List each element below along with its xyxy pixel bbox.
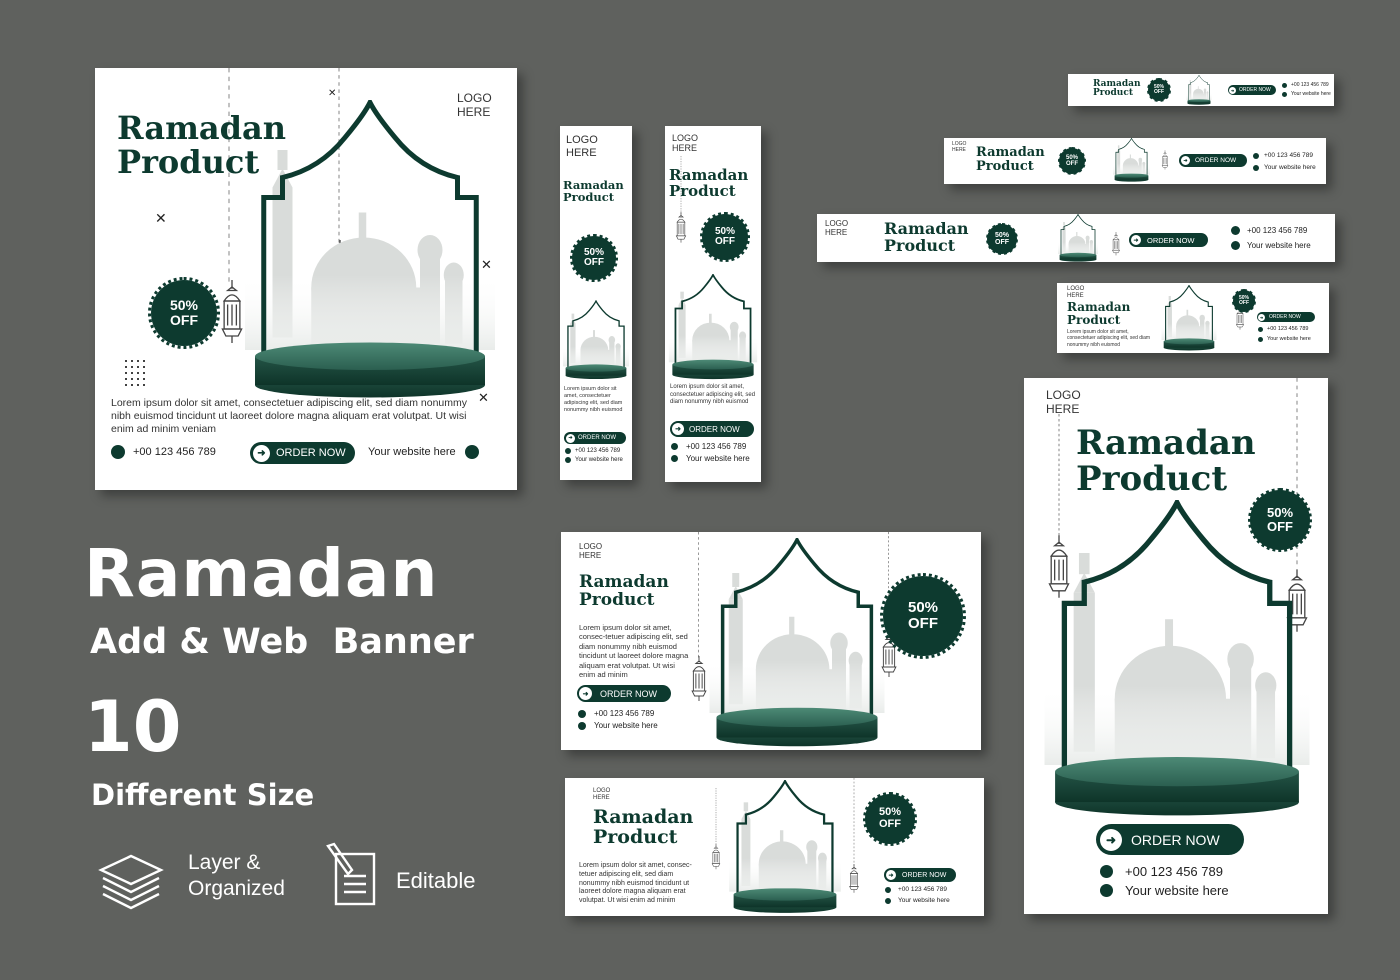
discount-badge: 50% OFF [1233, 290, 1255, 312]
description-text: Lorem ipsum dolor sit amet, consec-tetuer adipiscing elit, sed diam nonummy nibh euismod tincidunt ut laoreet dolore magna aliquam erat volutpat. Ut wisi enim ad minim [579, 623, 689, 679]
discount-badge: 50% OFF [883, 576, 963, 656]
arrow-right-icon: ➜ [253, 445, 270, 462]
banner-title: Ramadan Product [1093, 79, 1141, 99]
phone-contact: +00 123 456 789 [1253, 152, 1313, 159]
website-contact: Your website here [565, 457, 623, 463]
promo-count: 10 [84, 686, 182, 768]
banner-leaderboard-small [1068, 74, 1334, 106]
close-icon: ✕ [481, 257, 492, 272]
banner-title: Ramadan Product [976, 145, 1045, 174]
logo-placeholder: LOGO HERE [566, 134, 598, 159]
mosque-podium-illustration [709, 538, 885, 748]
globe-icon [1282, 92, 1287, 97]
phone-icon [111, 445, 125, 459]
banner-wide-medium [1057, 283, 1329, 353]
phone-contact: +00 123 456 789 [578, 709, 654, 718]
arrow-right-icon: ➜ [1100, 829, 1122, 851]
phone-icon [565, 448, 571, 454]
arrow-right-icon: ➜ [1181, 156, 1190, 165]
banner-title: Ramadan Product [1067, 300, 1131, 327]
promo-title: Ramadan [84, 535, 439, 612]
discount-badge: 50% OFF [572, 236, 616, 280]
order-now-button[interactable]: ➜ ORDER NOW [884, 868, 956, 882]
globe-icon [1231, 241, 1240, 250]
globe-icon [465, 445, 479, 459]
order-now-button[interactable]: ➜ ORDER NOW [577, 685, 671, 702]
website-contact: Your website here [671, 454, 750, 463]
close-icon: ✕ [155, 210, 167, 226]
feature-editable-label: Editable [396, 868, 476, 893]
description-text: Lorem ipsum dolor sit amet, consectetuer adipiscing elit, sed diam nonummy nibh euismod [564, 386, 623, 413]
phone-icon [1253, 153, 1259, 159]
lantern-icon [689, 656, 709, 706]
lantern-icon [1161, 150, 1169, 172]
mosque-podium-illustration [1044, 500, 1310, 818]
website-contact: Your website here [368, 445, 479, 459]
arrow-right-icon: ➜ [579, 687, 592, 700]
phone-contact: +00 123 456 789 [565, 448, 620, 454]
discount-badge: 50% OFF [1250, 490, 1310, 550]
banner-title: Ramadan Product [579, 572, 669, 610]
banner-wide-rectangle [565, 778, 984, 916]
order-now-button[interactable]: ➜ ORDER NOW [1228, 85, 1276, 95]
banner-title: Ramadan Product [563, 178, 624, 205]
chain-decoration [696, 532, 701, 660]
description-text: Lorem ipsum dolor sit amet, consec-tetuer adipiscing elit, sed diam nonummy nibh euismod tincidunt ut laoreet dolore magna aliquam erat volutpat. Ut wisi enim ad minim [579, 862, 692, 904]
logo-placeholder: LOGO HERE [1067, 286, 1085, 299]
mosque-podium-illustration [668, 274, 758, 380]
mosque-podium-illustration [1047, 214, 1109, 262]
banner-skyscraper-wide [665, 126, 761, 482]
phone-icon [578, 710, 586, 718]
mosque-podium-illustration [1104, 138, 1159, 182]
description-text: Lorem ipsum dolor sit amet, consectetuer adipiscing elit, sed diam nonummy nibh euismod [670, 384, 756, 405]
phone-contact: +00 123 456 789 [1282, 82, 1329, 88]
order-now-button[interactable]: ➜ ORDER NOW [1129, 233, 1208, 247]
edit-document-icon [326, 842, 378, 908]
lantern-icon [673, 212, 689, 246]
banner-square [95, 68, 517, 490]
phone-icon [1231, 226, 1240, 235]
website-contact: Your website here [578, 721, 658, 730]
arrow-right-icon: ➜ [672, 423, 684, 435]
banner-portrait [1024, 378, 1328, 914]
website-contact: Your website here [1258, 336, 1311, 342]
banner-large-rectangle [561, 532, 981, 750]
phone-icon [1282, 83, 1287, 88]
phone-contact: +00 123 456 789 [111, 445, 216, 459]
logo-placeholder: LOGO HERE [672, 133, 699, 154]
banner-title: Ramadan Product [884, 219, 969, 255]
banner-title: Ramadan Product [593, 806, 694, 848]
order-now-button[interactable]: ➜ ORDER NOW [564, 432, 626, 444]
phone-icon [1258, 327, 1263, 332]
discount-badge: 50% OFF [702, 214, 748, 260]
arrow-right-icon: ➜ [1230, 87, 1235, 93]
arrow-right-icon: ➜ [566, 434, 575, 443]
description-text: Lorem ipsum dolor sit amet, consectetuer adipiscing elit, sed diam nonummy nibh euismod tincidunt ut laoreet dolore magna aliquam erat volutpat. Ut wisi enim ad minim veniam [111, 397, 467, 436]
arrow-right-icon: ➜ [886, 870, 896, 880]
banner-title: Ramadan Product [1076, 423, 1256, 499]
logo-placeholder: LOGO HERE [952, 141, 967, 153]
globe-icon [885, 898, 891, 904]
phone-contact: +00 123 456 789 [671, 442, 746, 451]
mosque-podium-illustration [563, 300, 629, 380]
mosque-podium-illustration [1179, 75, 1219, 105]
website-contact: Your website here [1100, 883, 1229, 898]
globe-icon [1100, 884, 1113, 897]
banner-skyscraper-narrow [560, 126, 632, 480]
discount-badge: 50% OFF [865, 794, 915, 844]
logo-placeholder: LOGO HERE [457, 91, 492, 119]
description-text: Lorem ipsum dolor sit amet, consectetuer adipiscing elit, sed diam nonummy nibh euismod [1067, 329, 1151, 348]
phone-contact: +00 123 456 789 [885, 886, 947, 893]
close-icon: ✕ [328, 88, 337, 99]
order-now-button[interactable]: ➜ ORDER NOW [1179, 154, 1247, 167]
discount-badge: 50% OFF [987, 224, 1017, 254]
feature-layers-label: Layer & Organized [188, 851, 285, 901]
phone-icon [671, 443, 678, 450]
lantern-icon [1111, 232, 1121, 258]
lantern-icon [217, 280, 247, 350]
banner-title: Ramadan Product [117, 109, 287, 181]
logo-placeholder: LOGO HERE [1046, 388, 1081, 416]
arrow-right-icon: ➜ [1131, 235, 1141, 245]
logo-placeholder: LOGO HERE [593, 788, 611, 801]
globe-icon [565, 457, 571, 463]
order-now-button[interactable]: ➜ ORDER NOW [670, 421, 754, 437]
logo-placeholder: LOGO HERE [579, 542, 603, 561]
discount-badge: 50% OFF [151, 280, 217, 346]
lantern-icon [708, 844, 724, 872]
phone-icon [1100, 865, 1113, 878]
phone-contact: +00 123 456 789 [1100, 864, 1223, 879]
website-contact: Your website here [885, 897, 950, 904]
globe-icon [578, 722, 586, 730]
website-contact: Your website here [1231, 241, 1311, 250]
order-now-button[interactable]: ➜ ORDER NOW [1257, 312, 1315, 322]
discount-badge: 50% OFF [1148, 79, 1170, 101]
chain-decoration [852, 778, 856, 868]
lantern-icon [846, 864, 862, 896]
layers-icon [97, 852, 165, 910]
dots-pattern [123, 358, 149, 386]
website-contact: Your website here [1253, 164, 1316, 171]
globe-icon [1258, 337, 1263, 342]
globe-icon [1253, 165, 1259, 171]
order-now-button[interactable]: ➜ ORDER NOW [1096, 824, 1244, 855]
phone-icon [885, 887, 891, 893]
discount-badge: 50% OFF [1059, 148, 1085, 174]
close-icon: ✕ [478, 390, 489, 405]
phone-contact: +00 123 456 789 [1258, 326, 1308, 332]
chain-decoration [714, 788, 718, 848]
logo-placeholder: LOGO HERE [825, 219, 849, 238]
arrow-right-icon: ➜ [1259, 314, 1264, 320]
mosque-podium-illustration [1151, 285, 1227, 351]
mosque-podium-illustration [245, 100, 495, 400]
globe-icon [671, 455, 678, 462]
website-contact: Your website here [1282, 91, 1331, 97]
mosque-podium-illustration [725, 780, 845, 914]
banner-leaderboard-medium [944, 138, 1326, 184]
phone-contact: +00 123 456 789 [1231, 226, 1307, 235]
promo-count-label: Different Size [91, 778, 315, 812]
promo-subtitle: Add & Web Banner [90, 622, 474, 662]
banner-leaderboard-large [817, 214, 1335, 262]
banner-title: Ramadan Product [669, 166, 749, 200]
order-now-button[interactable]: ➜ ORDER NOW [250, 442, 355, 464]
